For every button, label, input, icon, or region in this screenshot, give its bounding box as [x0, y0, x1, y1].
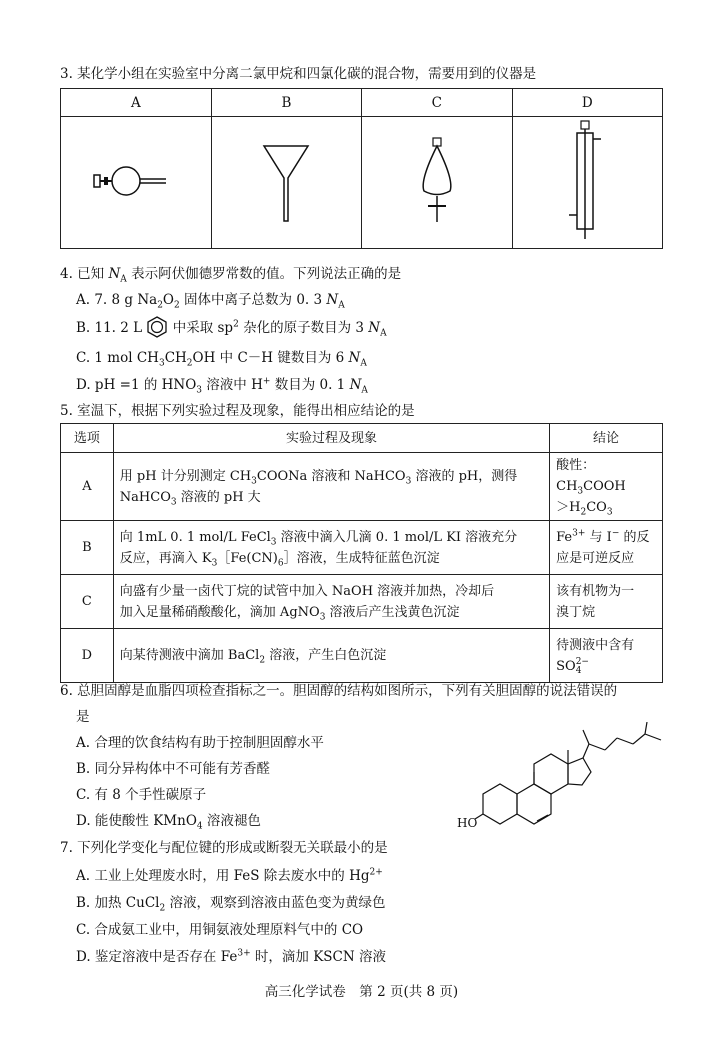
q5-row-b-conclusion: $Fe^{3+}$ 与 I− 的反 应是可逆反应 — [550, 521, 663, 575]
q7-option-a: A. 工业上处理废水时，用 FeS 除去废水中的 $Hg^{2+}$ — [76, 867, 383, 884]
q5-row-b-process: 向 1mL 0. 1 mol/L FeCl$_3$ 溶液中滴入几滴 0. 1 mol/L KI 溶液充分 反应，再滴入 $K_3[Fe(CN)_6]$溶液，生成特征蓝色沉淀 — [113, 521, 549, 575]
q5-header-process: 实验过程及现象 — [113, 424, 549, 453]
condenser-icon — [557, 119, 617, 243]
q3-cell-c — [362, 117, 512, 249]
q3-apparatus-table — [60, 88, 663, 249]
q6-option-d: D. 能使酸性 KMnO$_4$ 溶液褪色 — [76, 813, 261, 832]
q3-header-c: C — [362, 89, 512, 117]
q6-stem-line1: 6. 总胆固醇是血脂四项检查指标之一。胆固醇的结构如图所示，下列有关胆固醇的说法错误的 — [60, 683, 618, 699]
round-flask-icon — [86, 151, 186, 211]
table-row — [61, 575, 663, 629]
separatory-funnel-icon — [412, 136, 462, 226]
q5-stem: 5. 室温下，根据下列实验过程及现象，能得出相应结论的是 — [60, 403, 415, 419]
q5-header-option: 选项 — [61, 424, 114, 453]
benzene-ring-icon — [146, 316, 168, 338]
q5-row-b-key: B — [61, 521, 114, 575]
q4-option-c: C. 1 mol $CH_3CH_2OH$ 中 C－H 键数目为 6 $N_A$ — [76, 350, 367, 369]
hydroxyl-label: HO — [457, 816, 478, 830]
q3-header-b: B — [211, 89, 361, 117]
q5-row-a-process: 用 pH 计分别测定 $CH_3COONa$ 溶液和 NaHCO$_3$ 溶液的 pH，测得 NaHCO$_3$ 溶液的 pH 大 — [113, 453, 549, 521]
cholesterol-structure-icon — [455, 722, 675, 840]
q3-header-d: D — [512, 89, 662, 117]
q5-row-c-process: 向盛有少量一卤代丁烷的试管中加入 NaOH 溶液并加热，冷却后 加入足量稀硝酸酸化，滴加 AgNO$_3$ 溶液后产生浅黄色沉淀 — [113, 575, 549, 629]
q5-header-conclusion: 结论 — [550, 424, 663, 453]
table-row — [61, 521, 663, 575]
q5-row-a-key: A — [61, 453, 114, 521]
q6-stem-line2: 是 — [76, 709, 90, 725]
page-footer: 高三化学试卷 第 2 页(共 8 页) — [264, 984, 459, 1000]
q4-option-d: D. pH =1 的 $HNO_3$ 溶液中 H+ 数目为 0. 1 $N_A$ — [76, 376, 368, 396]
q6-option-c: C. 有 8 个手性碳原子 — [76, 787, 207, 803]
q3-cell-a — [61, 117, 212, 249]
funnel-icon — [256, 136, 316, 226]
q3-cell-d — [512, 117, 662, 249]
q7-option-c: C. 合成氨工业中，用铜氨液处理原料气中的 CO — [76, 922, 364, 938]
q5-row-a-conclusion: 酸性：$CH_3COOH$ $>H_2CO_3$ — [550, 453, 663, 521]
q6-option-a: A. 合理的饮食结构有助于控制胆固醇水平 — [76, 735, 324, 751]
q5-experiment-table — [60, 423, 663, 683]
q4-option-b: B. 11. 2 L 中采取 $sp^2$ 杂化的原子数目为 3 $N_A$ — [76, 316, 387, 338]
q3-stem: 3. 某化学小组在实验室中分离二氯甲烷和四氯化碳的混合物，需要用到的仪器是 — [60, 66, 537, 82]
q6-option-b: B. 同分异构体中不可能有芳香醛 — [76, 761, 271, 777]
q7-option-b: B. 加热 CuCl$_2$ 溶液，观察到溶液由蓝色变为黄绿色 — [76, 895, 386, 914]
q7-option-d: D. 鉴定溶液中是否存在 $Fe^{3+}$ 时，滴加 KSCN 溶液 — [76, 948, 386, 965]
q3-cell-b — [211, 117, 361, 249]
q7-stem: 7. 下列化学变化与配位键的形成或断裂无关联最小的是 — [60, 840, 388, 856]
q3-header-a: A — [61, 89, 212, 117]
table-row — [61, 629, 663, 683]
q4-option-a: A. 7. 8 g $Na_2O_2$ 固体中离子总数为 0. 3 $N_A$ — [76, 292, 345, 311]
q5-row-c-key: C — [61, 575, 114, 629]
q5-row-d-process: 向某待测液中滴加 BaCl$_2$ 溶液，产生白色沉淀 — [113, 629, 549, 683]
q5-row-d-conclusion: 待测液中含有 SO 2− 4 — [550, 629, 663, 683]
table-row — [61, 453, 663, 521]
q5-row-c-conclusion: 该有机物为一 溴丁烷 — [550, 575, 663, 629]
q5-row-d-key: D — [61, 629, 114, 683]
q4-stem: 4. 已知 $N_A$ 表示阿伏伽德罗常数的值。下列说法正确的是 — [60, 266, 402, 285]
